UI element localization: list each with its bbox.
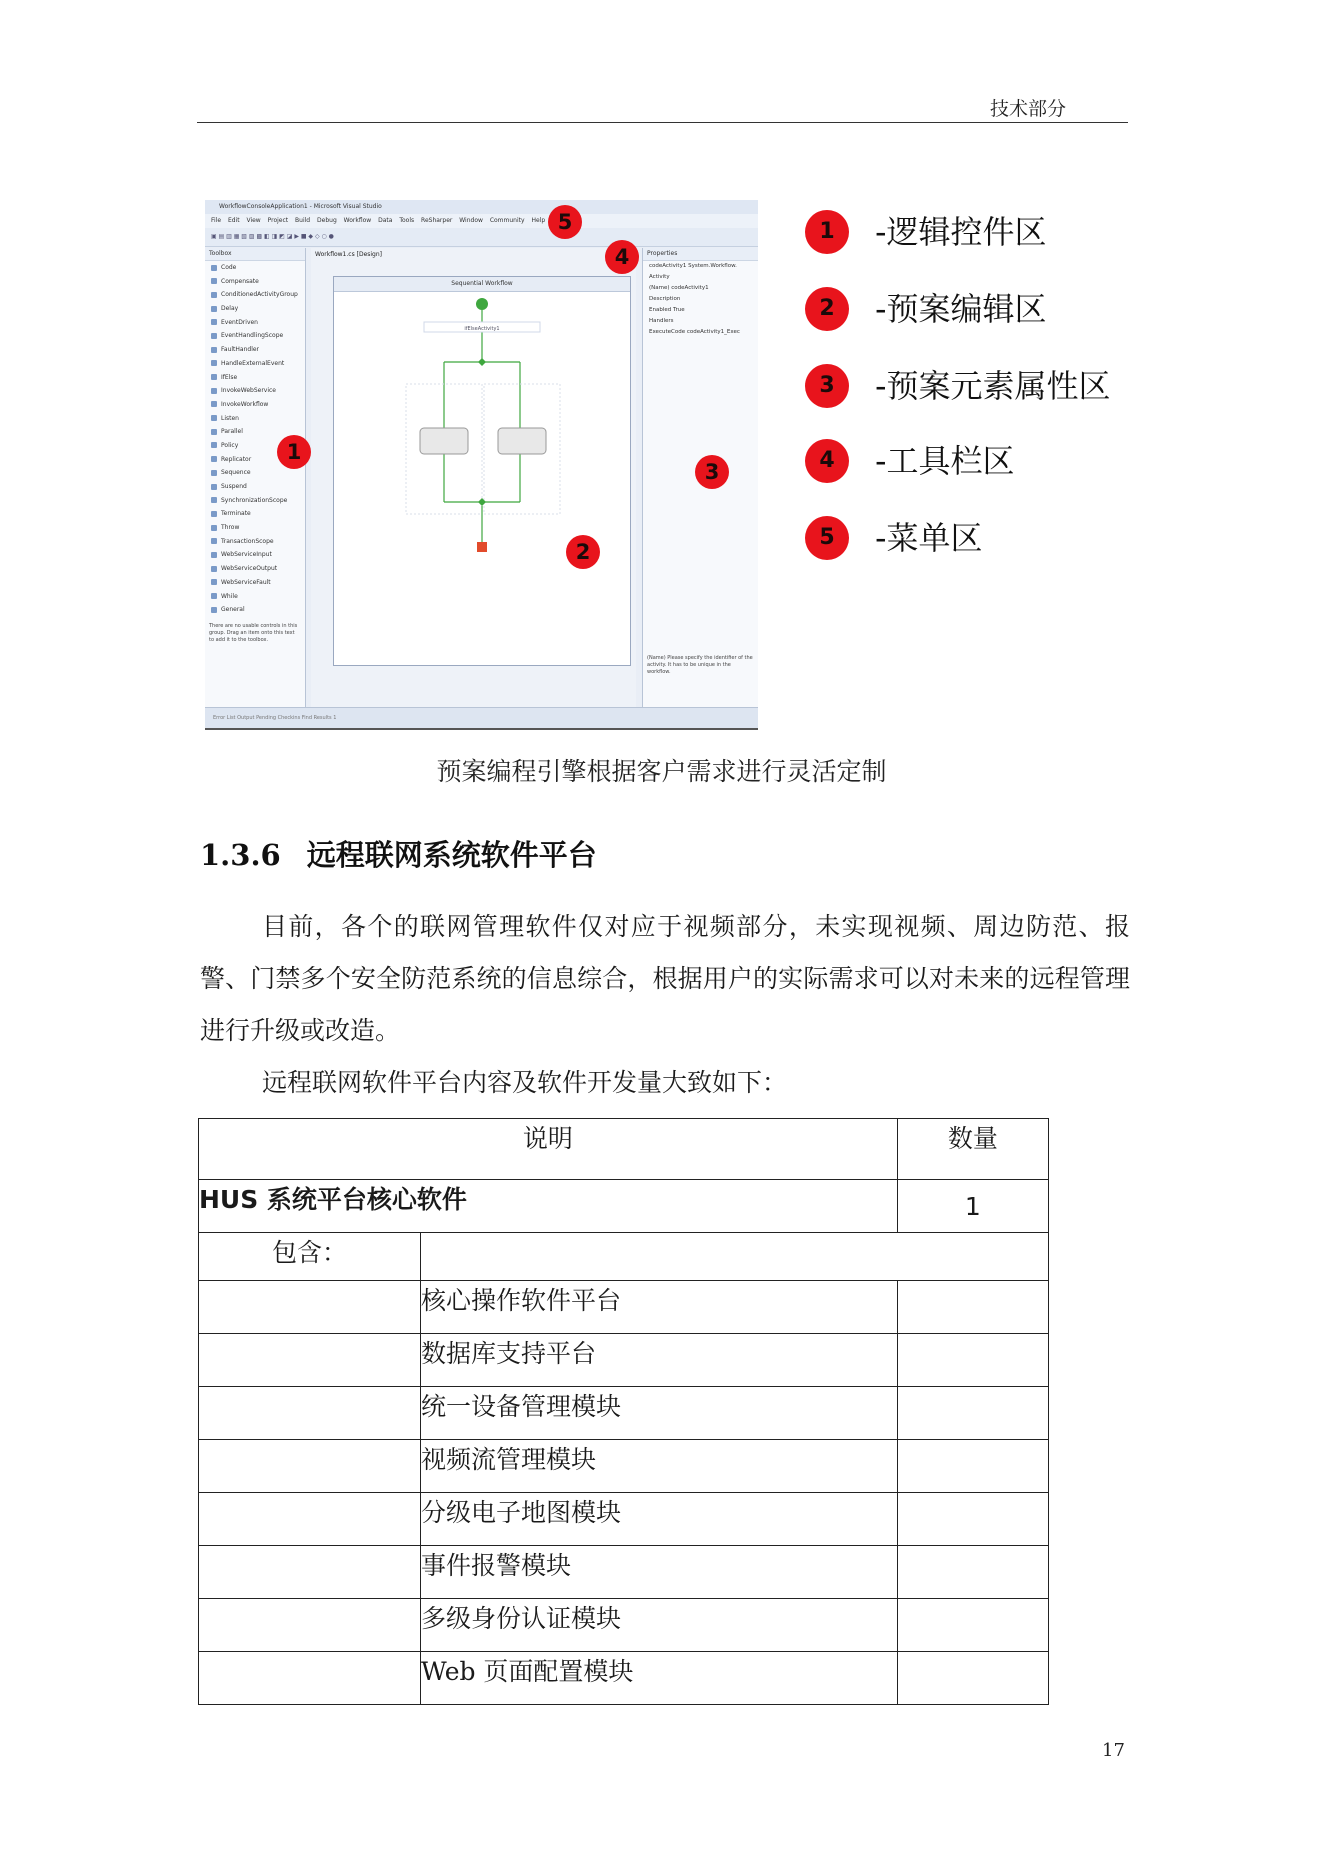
legend-label: -菜单区 [875,519,983,557]
toolbox-item: Sequence [205,466,305,480]
empty-cell [199,1281,421,1334]
badge-4: 4 [605,240,639,274]
figure-legend [805,205,1135,575]
toolbox-item: HandleExternalEvent [205,357,305,371]
property-row: codeActivity1 System.Workflow. [649,263,737,269]
toolbox-item: WebServiceOutput [205,562,305,576]
badge-1: 1 [277,435,311,469]
badge-5: 5 [548,205,582,239]
toolbox-item: While [205,590,305,604]
vs-design-area [311,248,636,708]
table-row [199,1281,1049,1334]
design-tab: Workflow1.cs [Design] [315,251,383,258]
empty-cell [199,1599,421,1652]
vs-toolbar: ▣ ▤ ▥ ▦ ▧ ▨ ▩ ◧ ◨ ◩ ◪ ▶ ■ ◆ ◇ ○ ● [205,228,758,247]
table-row [199,1493,1049,1546]
toolbox-item: InvokeWebService [205,384,305,398]
empty-cell [897,1334,1048,1387]
properties-help: (Name) Please specify the identifier of the activity. It has to be unique in the workflow. [647,655,753,675]
toolbox-item: Replicator [205,453,305,467]
page-header [197,94,1128,123]
module-name: Web 页面配置模块 [421,1652,898,1705]
toolbox-item: General [205,603,305,617]
table-row [199,1652,1049,1705]
toolbox-item: Code [205,261,305,275]
toolbox-item: EventHandlingScope [205,329,305,343]
empty-cell [897,1493,1048,1546]
vs-toolbox-panel [205,248,306,708]
table-row [199,1180,1049,1233]
core-software-qty: 1 [897,1180,1048,1233]
module-name: 多级身份认证模块 [421,1599,898,1652]
svg-text:ifElseActivity1: ifElseActivity1 [464,326,500,332]
empty-cell [199,1334,421,1387]
empty-cell [897,1387,1048,1440]
empty-cell [199,1440,421,1493]
end-node-icon [477,542,487,552]
vs-screenshot [205,200,758,730]
header-description: 说明 [199,1119,898,1180]
module-name: 统一设备管理模块 [421,1387,898,1440]
toolbox-header: Toolbox [205,248,305,261]
legend-label: -预案元素属性区 [875,367,1111,405]
start-node-icon [476,298,488,310]
software-table [198,1118,1049,1705]
empty-cell [199,1387,421,1440]
toolbox-item: SynchronizationScope [205,494,305,508]
toolbox-item: Policy [205,439,305,453]
toolbox-item: WebServiceInput [205,548,305,562]
vs-window-title: WorkflowConsoleApplication1 - Microsoft Visual Studio [205,200,758,214]
toolbox-note: There are no usable controls in this group. Drag an item onto this text to add it to the toolbox. [209,622,298,643]
toolbox-item: WebServiceFault [205,576,305,590]
table-row [199,1440,1049,1493]
module-name: 数据库支持平台 [421,1334,898,1387]
toolbox-item: IfElse [205,371,305,385]
header-quantity: 数量 [897,1119,1048,1180]
module-name: 分级电子地图模块 [421,1493,898,1546]
core-software-name: HUS 系统平台核心软件 [199,1180,898,1233]
empty-cell [199,1652,421,1705]
workflow-diagram [334,292,630,664]
toolbox-item: Parallel [205,425,305,439]
property-row: ExecuteCode codeActivity1_Exec [649,329,740,335]
badge-2: 2 [566,535,600,569]
toolbox-item: Terminate [205,507,305,521]
module-name: 视频流管理模块 [421,1440,898,1493]
vs-status-bar: Error List Output Pending Checkins Find Results 1 [205,707,758,728]
table-header-row [199,1119,1049,1180]
toolbox-item: TransactionScope [205,535,305,549]
empty-cell [199,1493,421,1546]
include-label: 包含： [199,1233,421,1281]
properties-header: Properties [643,248,758,261]
legend-label: -逻辑控件区 [875,213,1047,251]
toolbox-item: Delay [205,302,305,316]
module-name: 事件报警模块 [421,1546,898,1599]
property-row: Activity [649,274,670,280]
table-row [199,1546,1049,1599]
table-row [199,1233,1049,1281]
toolbox-item: Compensate [205,275,305,289]
figure-caption: 预案编程引擎根据客户需求进行灵活定制 [436,757,887,786]
empty-cell [421,1233,1049,1281]
property-row: Handlers [649,318,674,324]
toolbox-item: EventDriven [205,316,305,330]
empty-cell [897,1546,1048,1599]
property-row: Enabled True [649,307,685,313]
workflow-panel [333,276,631,666]
vs-menu-bar: File Edit View Project Build Debug Workflow Data Tools ReSharper Window Community Help [205,214,758,228]
empty-cell [897,1599,1048,1652]
toolbox-item: ConditionedActivityGroup [205,288,305,302]
legend-badge: 2 [805,287,849,331]
property-row: Description [649,296,681,302]
toolbox-item: FaultHandler [205,343,305,357]
table-row [199,1599,1049,1652]
section-title: 远程联网系统软件平台 [306,838,597,872]
badge-3: 3 [695,455,729,489]
paragraph: 远程联网软件平台内容及软件开发量大致如下： [262,1068,788,1097]
toolbox-item: InvokeWorkflow [205,398,305,412]
legend-badge: 4 [805,439,849,483]
section-number: 1.3.6 [200,838,281,872]
module-name: 核心操作软件平台 [421,1281,898,1334]
table-row [199,1334,1049,1387]
empty-cell [897,1652,1048,1705]
toolbox-item: Throw [205,521,305,535]
empty-cell [199,1546,421,1599]
page-number: 17 [1102,1740,1125,1761]
empty-cell [897,1440,1048,1493]
legend-badge: 3 [805,364,849,408]
section-heading [200,833,597,874]
empty-cell [897,1281,1048,1334]
table-row [199,1387,1049,1440]
toolbox-item: Suspend [205,480,305,494]
legend-label: -工具栏区 [875,442,1015,480]
workflow-header: Sequential Workflow [334,277,630,292]
toolbox-item: Listen [205,412,305,426]
legend-badge: 5 [805,516,849,560]
legend-badge: 1 [805,210,849,254]
header-title: 技术部分 [989,98,1066,120]
property-row: (Name) codeActivity1 [649,285,709,291]
legend-label: -预案编辑区 [875,290,1047,328]
paragraph: 目前，各个的联网管理软件仅对应于视频部分，未实现视频、周边防范、报警、门禁多个安全防范系统的信息综合，根据用户的实际需求可以对未来的远程管理进行升级或改造。 [200,912,1130,1045]
